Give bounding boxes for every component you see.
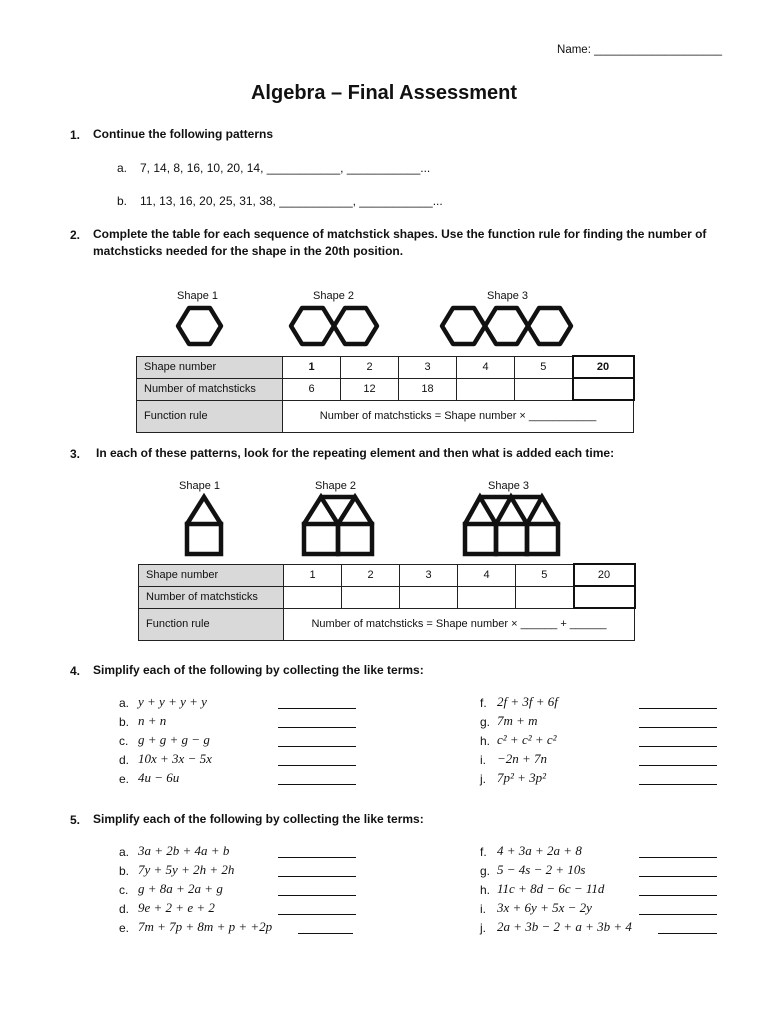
q2-shape-number-1: 1 <box>283 356 341 378</box>
q5h-expression: 11c + 8d − 6c − 11d <box>497 881 605 896</box>
q2-matchsticks-1: 6 <box>283 378 341 400</box>
q3-number: 3. <box>70 447 81 461</box>
q5b-expression: 7y + 5y + 2h + 2h <box>138 862 235 877</box>
q5f-answer-blank[interactable] <box>639 857 717 858</box>
q2-matchsticks-3: 18 <box>399 378 457 400</box>
q3-shape-number-1: 1 <box>284 564 342 586</box>
page-title: Algebra – Final Assessment <box>250 82 518 104</box>
q4g-label: g. <box>480 715 491 729</box>
q3-row1-label: Shape number <box>139 564 284 586</box>
q3-shape1-label: Shape 1 <box>179 480 220 492</box>
q5d-answer-blank[interactable] <box>278 914 356 915</box>
q5e-answer-blank[interactable] <box>298 933 353 934</box>
q5a-expression: 3a + 2b + 4a + b <box>138 843 230 858</box>
q2-row2-label: Number of matchsticks <box>137 378 283 400</box>
q5-number: 5. <box>70 813 81 827</box>
q5j-label: j. <box>480 921 486 935</box>
q5d-expression: 9e + 2 + e + 2 <box>138 900 215 915</box>
q1b-label: b. <box>117 194 128 208</box>
q2-shape-number-3: 3 <box>399 356 457 378</box>
q2-number: 2. <box>70 228 81 242</box>
q3-row2-label: Number of matchsticks <box>139 586 284 608</box>
q5a-label: a. <box>119 845 130 859</box>
q3-rule-label: Function rule <box>139 608 284 640</box>
q5i-answer-blank[interactable] <box>639 914 717 915</box>
q4j-label: j. <box>480 772 486 786</box>
q2-shape-number-20: 20 <box>573 356 634 378</box>
q5g-expression: 5 − 4s − 2 + 10s <box>497 862 586 877</box>
q2-shape-number-4: 4 <box>457 356 515 378</box>
q5e-label: e. <box>119 921 130 935</box>
q1a-sequence[interactable]: 7, 14, 8, 16, 10, 20, 14, ___________, ___________... <box>140 161 431 175</box>
q5g-answer-blank[interactable] <box>639 876 717 877</box>
q5b-label: b. <box>119 864 130 878</box>
q4g-expression: 7m + m <box>497 713 538 728</box>
q5j-expression: 2a + 3b − 2 + a + 3b + 4 <box>497 919 632 934</box>
q4d-label: d. <box>119 753 130 767</box>
q5a-answer-blank[interactable] <box>278 857 356 858</box>
q5f-expression: 4 + 3a + 2a + 8 <box>497 843 582 858</box>
q3-shape3-label: Shape 3 <box>488 480 529 492</box>
q4h-expression: c² + c² + c² <box>497 732 557 747</box>
name-field[interactable]: Name: ____________________ <box>557 44 722 56</box>
q4b-answer-blank[interactable] <box>278 727 356 728</box>
q1-text: Continue the following patterns <box>93 127 273 141</box>
q4c-answer-blank[interactable] <box>278 746 356 747</box>
q2-function-rule[interactable]: Number of matchsticks = Shape number × ___________ <box>283 400 634 432</box>
q3-shape-number-20: 20 <box>574 564 635 586</box>
q3-shape-number-2: 2 <box>342 564 400 586</box>
q4f-expression: 2f + 3f + 6f <box>497 694 558 709</box>
q4g-answer-blank[interactable] <box>639 727 717 728</box>
q3-function-rule[interactable]: Number of matchsticks = Shape number × ______ + ______ <box>284 608 635 640</box>
q2-shape2-label: Shape 2 <box>313 290 354 302</box>
q5h-answer-blank[interactable] <box>639 895 717 896</box>
q4a-label: a. <box>119 696 130 710</box>
q3-matchsticks-20[interactable] <box>574 586 635 608</box>
q2-row1-label: Shape number <box>137 356 283 378</box>
q5c-answer-blank[interactable] <box>278 895 356 896</box>
q5h-label: h. <box>480 883 491 897</box>
q4b-label: b. <box>119 715 130 729</box>
q5-text: Simplify each of the following by collecting the like terms: <box>93 812 424 826</box>
q4f-answer-blank[interactable] <box>639 708 717 709</box>
q3-matchsticks-2[interactable] <box>342 586 400 608</box>
q4a-answer-blank[interactable] <box>278 708 356 709</box>
q3-matchsticks-4[interactable] <box>458 586 516 608</box>
q4d-answer-blank[interactable] <box>278 765 356 766</box>
q2-shape-number-5: 5 <box>515 356 573 378</box>
house-shape-3 <box>465 497 558 554</box>
q2-text: Complete the table for each sequence of matchstick shapes. Use the function rule for finding the number of matchsticks needed for the shape in the 20th position. <box>93 227 707 258</box>
q3-shape-number-4: 4 <box>458 564 516 586</box>
q5f-label: f. <box>480 845 487 859</box>
q3-table <box>138 563 636 641</box>
q3-matchsticks-3[interactable] <box>400 586 458 608</box>
q5c-label: c. <box>119 883 129 897</box>
q2-rule-label: Function rule <box>137 400 283 432</box>
q4e-label: e. <box>119 772 130 786</box>
house-shape-2 <box>304 497 372 554</box>
q4c-label: c. <box>119 734 129 748</box>
q1-number: 1. <box>70 128 81 142</box>
q4i-answer-blank[interactable] <box>639 765 717 766</box>
q3-matchsticks-5[interactable] <box>516 586 574 608</box>
q5c-expression: g + 8a + 2a + g <box>138 881 223 896</box>
q4-number: 4. <box>70 664 81 678</box>
q2-shape-number-2: 2 <box>341 356 399 378</box>
q5b-answer-blank[interactable] <box>278 876 356 877</box>
q1a-label: a. <box>117 161 128 175</box>
q4-text: Simplify each of the following by collecting the like terms: <box>93 663 424 677</box>
q3-matchsticks-1[interactable] <box>284 586 342 608</box>
q4h-label: h. <box>480 734 491 748</box>
q5d-label: d. <box>119 902 130 916</box>
q5g-label: g. <box>480 864 491 878</box>
q4j-expression: 7p² + 3p² <box>497 770 547 785</box>
q4f-label: f. <box>480 696 487 710</box>
q4d-expression: 10x + 3x − 5x <box>138 751 212 766</box>
q5j-answer-blank[interactable] <box>658 933 717 934</box>
q3-shape-number-3: 3 <box>400 564 458 586</box>
q2-matchsticks-2: 12 <box>341 378 399 400</box>
q4j-answer-blank[interactable] <box>639 784 717 785</box>
q1b-sequence[interactable]: 11, 13, 16, 20, 25, 31, 38, ___________, ___________... <box>140 194 443 208</box>
house-shape-1 <box>187 497 221 554</box>
q5e-expression: 7m + 7p + 8m + p + +2p <box>138 919 273 934</box>
q4i-expression: −2n + 7n <box>497 751 548 766</box>
q4b-expression: n + n <box>138 713 167 728</box>
q4e-answer-blank[interactable] <box>278 784 356 785</box>
q2-shape3-label: Shape 3 <box>487 290 528 302</box>
q4i-label: i. <box>480 753 486 767</box>
q4c-expression: g + g + g − g <box>138 732 210 747</box>
q4e-expression: 4u − 6u <box>138 770 180 785</box>
q3-text: In each of these patterns, look for the repeating element and then what is added each time: <box>96 446 615 460</box>
q5i-expression: 3x + 6y + 5x − 2y <box>497 900 592 915</box>
q4a-expression: y + y + y + y <box>138 694 207 709</box>
q3-shape2-label: Shape 2 <box>315 480 356 492</box>
q3-shape-number-5: 5 <box>516 564 574 586</box>
q2-shape1-label: Shape 1 <box>177 290 218 302</box>
q4h-answer-blank[interactable] <box>639 746 717 747</box>
q5i-label: i. <box>480 902 486 916</box>
